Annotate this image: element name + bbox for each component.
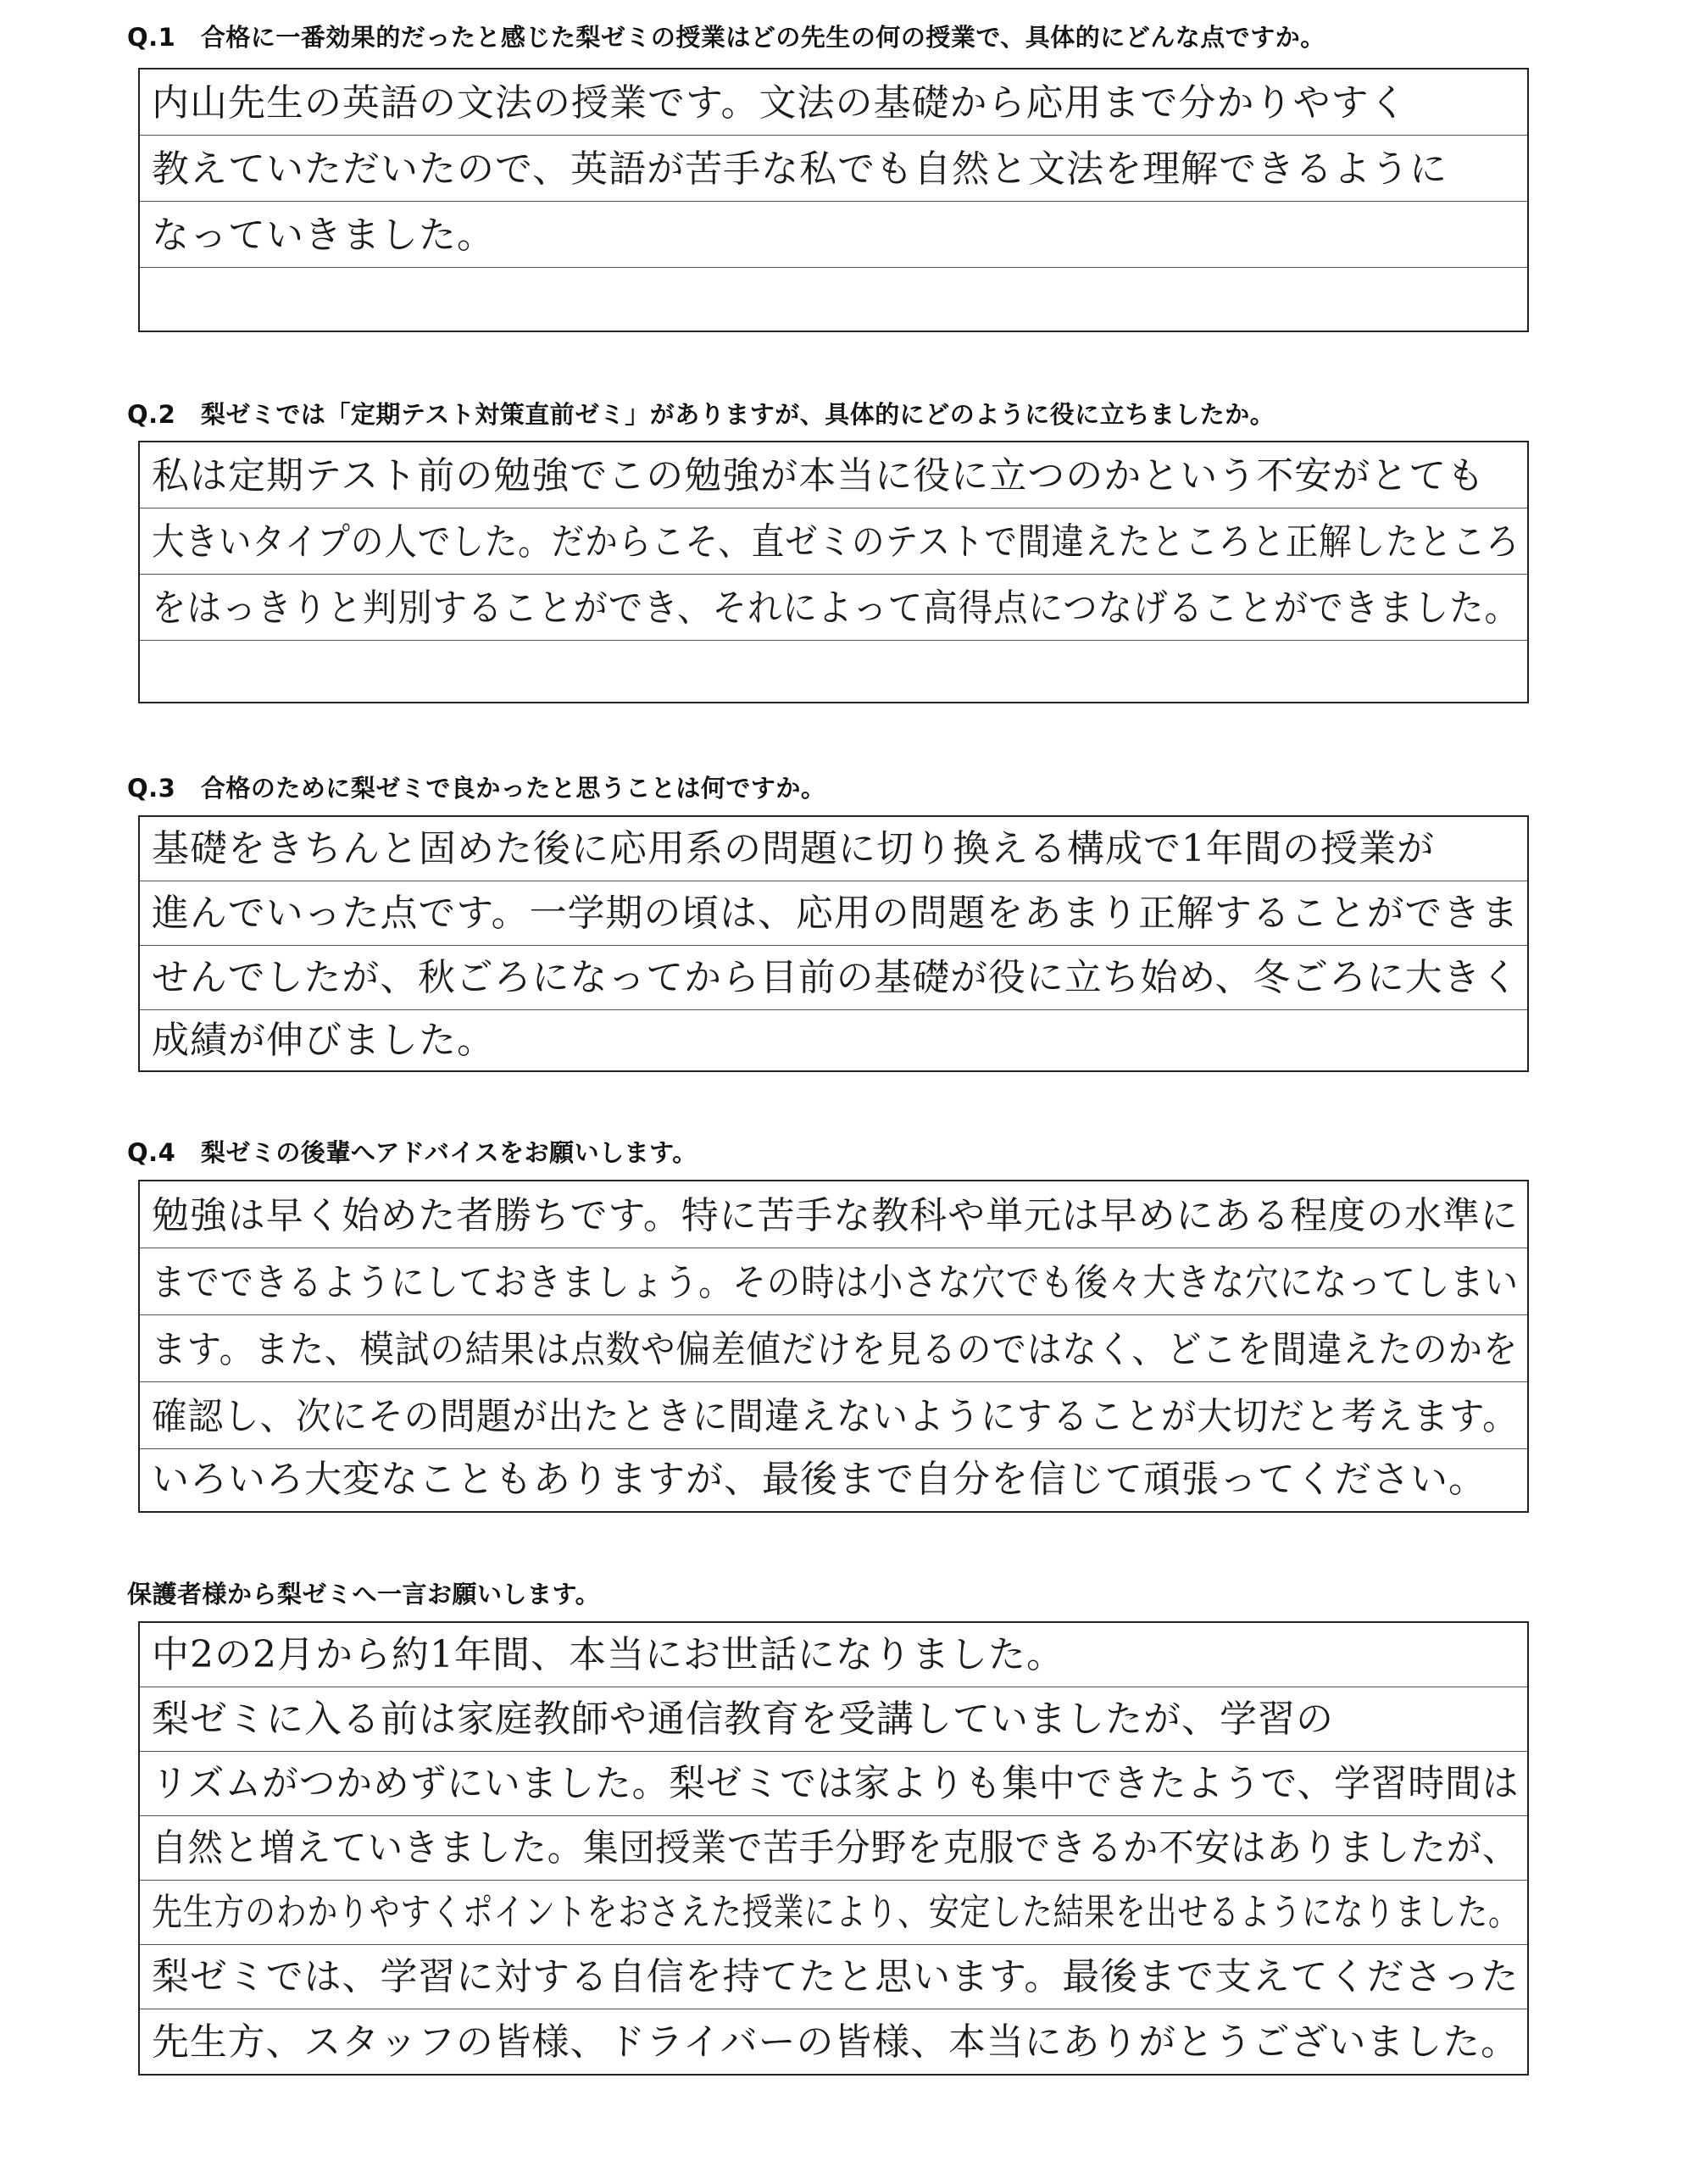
question-2-title: Q.2 梨ゼミでは「定期テスト対策直前ゼミ」がありますが、具体的にどのように役に立ちましたか。	[127, 400, 1275, 429]
handwritten-text: をはっきりと判別することができ、それによって高得点につなげることができました。	[152, 586, 1520, 630]
answer-box-1	[138, 68, 1529, 332]
handwritten-text: いろいろ大変なこともありますが、最後まで自分を信じて頑張ってください。	[152, 1458, 1487, 1501]
answer-line	[140, 881, 1527, 946]
answer-line	[140, 1315, 1527, 1382]
question-1-title: Q.1 合格に一番効果的だったと感じた梨ゼミの授業はどの先生の何の授業で、具体的にどんな点ですか。	[127, 23, 1325, 52]
handwritten-text: 確認し、次にその問題が出たときに間違えないようにすることが大切だと考えます。	[152, 1395, 1519, 1438]
handwritten-text: なっていきました。	[152, 214, 495, 257]
answer-line	[140, 268, 1527, 331]
answer-line	[140, 1010, 1527, 1072]
parent-comment-title: 保護者様から梨ゼミへ一言お願いします。	[127, 1580, 601, 1609]
answer-line	[140, 1816, 1527, 1881]
question-4-title: Q.4 梨ゼミの後輩へアドバイスをお願いします。	[127, 1138, 697, 1167]
question-3-title: Q.3 合格のために梨ゼミで良かったと思うことは何ですか。	[127, 774, 826, 803]
handwritten-text: までできるようにしておきましょう。その時は小さな穴でも後々大きな穴になってしまい	[152, 1261, 1519, 1304]
answer-line	[140, 817, 1527, 881]
handwritten-text: 基礎をきちんと固めた後に応用系の問題に切り換える構成で1年間の授業が	[152, 827, 1435, 870]
answer-line	[140, 1181, 1527, 1248]
answer-line	[140, 508, 1527, 575]
answer-box-2	[138, 441, 1529, 703]
handwritten-text: 教えていただいたので、英語が苦手な私でも自然と文法を理解できるように	[152, 147, 1448, 191]
answer-box-3	[138, 815, 1529, 1072]
answer-line	[140, 442, 1527, 508]
answer-line	[140, 1881, 1527, 1945]
handwritten-text: 成績が伸びました。	[152, 1019, 495, 1062]
handwritten-text: リズムがつかめずにいました。梨ゼミでは家よりも集中できたようで、学習時間は	[152, 1762, 1520, 1805]
answer-line	[140, 641, 1527, 702]
answer-line	[140, 1752, 1527, 1816]
answer-line	[140, 575, 1527, 641]
answer-line	[140, 1382, 1527, 1449]
handwritten-text: ます。また、模試の結果は点数や偏差値だけを見るのではなく、どこを間違えたのかを	[152, 1328, 1519, 1371]
handwritten-text: 梨ゼミでは、学習に対する自信を持てたと思います。最後まで支えてくださった	[152, 1955, 1520, 1998]
answer-line	[140, 202, 1527, 268]
answer-box-4	[138, 1180, 1529, 1513]
handwritten-text: 自然と増えていきました。集団授業で苦手分野を克服できるか不安はありましたが、	[152, 1826, 1519, 1870]
handwritten-text: 進んでいった点です。一学期の頃は、応用の問題をあまり正解することができま	[152, 892, 1520, 935]
handwritten-text: 先生方、スタッフの皆様、ドライバーの皆様、本当にありがとうございました。	[152, 2020, 1519, 2064]
answer-line	[140, 1945, 1527, 2009]
handwritten-text: 梨ゼミに入る前は家庭教師や通信教育を受講していましたが、学習の	[152, 1698, 1334, 1741]
handwritten-text: 先生方のわかりやすくポイントをおさえた授業により、安定した結果を出せるようになりました。	[152, 1891, 1520, 1934]
answer-line	[140, 1449, 1527, 1511]
answer-line	[140, 2009, 1527, 2074]
handwritten-text: 勉強は早く始めた者勝ちです。特に苦手な教科や単元は早めにある程度の水準に	[152, 1194, 1519, 1237]
handwritten-text: 中2の2月から約1年間、本当にお世話になりました。	[152, 1633, 1064, 1676]
handwritten-text: せんでしたが、秋ごろになってから目前の基礎が役に立ち始め、冬ごろに大きく	[152, 956, 1520, 999]
answer-line	[140, 946, 1527, 1010]
answer-line	[140, 69, 1527, 136]
handwritten-text: 内山先生の英語の文法の授業です。文法の基礎から応用まで分かりやすく	[152, 81, 1408, 125]
answer-line	[140, 1687, 1527, 1752]
answer-box-5	[138, 1621, 1529, 2076]
handwritten-text: 私は定期テスト前の勉強でこの勉強が本当に役に立つのかという不安がとても	[152, 454, 1486, 497]
handwritten-text: 大きいタイプの人でした。だからこそ、直ゼミのテストで間違えたところと正解したところ	[152, 520, 1520, 564]
answer-line	[140, 1248, 1527, 1315]
answer-line	[140, 136, 1527, 202]
answer-line	[140, 1623, 1527, 1687]
